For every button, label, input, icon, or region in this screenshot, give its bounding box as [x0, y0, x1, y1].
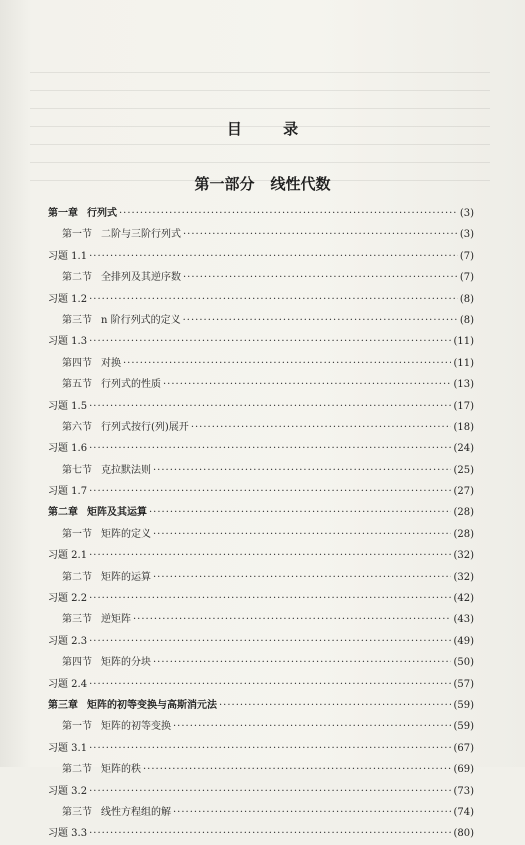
toc-entry-title	[62, 353, 121, 374]
toc-entry-label: 第二节	[62, 272, 92, 284]
toc-entry-label: 第一章	[48, 208, 78, 219]
toc-entry-label: 第五节	[62, 379, 92, 391]
toc-entry-section	[48, 310, 474, 331]
toc-entry-exercise	[48, 631, 474, 652]
toc-entry-label: 习题 2.1	[48, 550, 88, 562]
dot-leader	[153, 567, 451, 588]
toc-entry-page: (42)	[453, 593, 474, 605]
toc-entry-page: (27)	[453, 486, 474, 498]
toc-entry-title	[62, 267, 181, 288]
toc-entry-title	[48, 396, 87, 417]
toc-entry-section	[48, 374, 474, 395]
toc-entry-section	[48, 759, 474, 780]
toc-entry-label: 习题 3.1	[48, 742, 88, 754]
toc-entry-title	[62, 417, 189, 438]
toc-entry-page: (59)	[453, 721, 474, 733]
toc-entry-exercise	[48, 545, 474, 566]
toc-entry-exercise	[48, 396, 474, 417]
dot-leader	[183, 310, 458, 331]
dot-leader	[119, 203, 458, 224]
toc-entry-section	[48, 716, 474, 737]
toc-entry-title	[62, 310, 181, 331]
part-name: 线性代数	[270, 175, 331, 193]
part-heading	[0, 173, 525, 194]
toc-entry-exercise	[48, 781, 474, 802]
toc-entry-name: 行列式的性质	[101, 379, 161, 391]
toc-entry-title	[62, 759, 141, 780]
toc-entry-label: 第四节	[62, 357, 92, 369]
toc-entry-title	[48, 545, 87, 566]
toc-entry-title	[48, 823, 87, 844]
toc-entry-section	[48, 567, 474, 588]
dot-leader	[89, 588, 451, 609]
dot-leader	[89, 396, 451, 417]
toc-entry-name: 矩阵及其运算	[87, 507, 147, 519]
dot-leader	[143, 759, 451, 780]
dot-leader	[89, 289, 458, 310]
toc-entry-page: (50)	[453, 657, 474, 669]
toc-entry-page: (80)	[453, 828, 474, 840]
toc-entry-title	[48, 588, 87, 609]
toc-entry-title	[48, 246, 87, 267]
dot-leader	[89, 781, 451, 802]
toc-entry-exercise	[48, 588, 474, 609]
toc-entry-page: (28)	[453, 528, 474, 540]
toc-entry-label: 习题 1.2	[48, 293, 88, 305]
toc-entry-label: 习题 1.1	[48, 250, 88, 262]
toc-entry-label: 第七节	[62, 464, 92, 476]
toc-entry-section	[48, 609, 474, 630]
toc-entry-label: 习题 1.7	[48, 486, 88, 498]
toc-entry-name: 行列式按行(列)展开	[101, 421, 189, 433]
toc-entry-page: (59)	[453, 699, 474, 711]
toc-entry-label: 习题 3.3	[48, 828, 88, 840]
toc-entry-label: 第三节	[62, 314, 92, 326]
toc-entry-page: (11)	[453, 357, 474, 369]
toc-entry-title	[62, 224, 181, 245]
toc-entry-label: 第二章	[48, 507, 78, 519]
toc-entry-label: 第三节	[62, 806, 92, 818]
toc-entry-title	[48, 695, 217, 716]
toc-entry-exercise	[48, 674, 474, 695]
toc-entry-exercise	[48, 823, 474, 844]
toc-entry-title	[48, 674, 87, 695]
toc-entry-exercise	[48, 438, 474, 459]
toc-entry-page: (32)	[453, 550, 474, 562]
toc-entry-title	[62, 374, 161, 395]
toc-entry-page: (69)	[453, 764, 474, 776]
toc-entry-section	[48, 267, 474, 288]
toc-entry-title	[48, 481, 87, 502]
toc-entry-title	[62, 802, 171, 823]
toc-entry-label: 习题 1.5	[48, 400, 88, 412]
toc-entry-page: (73)	[453, 785, 474, 797]
toc-entry-title	[62, 609, 131, 630]
toc-entry-title	[62, 524, 151, 545]
toc-entry-name: 矩阵的运算	[101, 571, 151, 583]
dot-leader	[89, 823, 451, 844]
toc-entry-page: (67)	[453, 742, 474, 754]
toc-entry-label: 习题 1.6	[48, 443, 88, 455]
toc-entry-title	[48, 738, 87, 759]
dot-leader	[89, 438, 451, 459]
toc-entry-chapter	[48, 695, 474, 716]
toc-entry-section	[48, 652, 474, 673]
toc-entry-name: 全排列及其逆序数	[101, 272, 181, 284]
toc-entry-title	[62, 652, 151, 673]
toc-entry-label: 第三章	[48, 699, 78, 711]
toc-entry-label: 第一节	[62, 721, 92, 733]
toc-entry-exercise	[48, 246, 474, 267]
toc-entry-exercise	[48, 289, 474, 310]
toc-entry-page: (49)	[453, 635, 474, 647]
dot-leader	[183, 224, 458, 245]
toc-entry-label: 习题 2.3	[48, 635, 88, 647]
toc-entry-label: 第二节	[62, 571, 92, 583]
toc-entry-page: (3)	[459, 208, 474, 219]
toc-entry-page: (25)	[453, 464, 474, 476]
toc-entry-title	[62, 460, 151, 481]
dot-leader	[173, 802, 451, 823]
toc-entry-name: 对换	[101, 357, 121, 369]
toc-entry-label: 第六节	[62, 421, 92, 433]
toc-entry-title	[48, 631, 87, 652]
toc-entry-name: 克拉默法则	[101, 464, 151, 476]
dot-leader	[183, 267, 458, 288]
toc-entry-section	[48, 417, 474, 438]
toc-entry-name: 矩阵的秩	[101, 764, 141, 776]
toc-entry-name: 矩阵的定义	[101, 528, 151, 540]
toc-entry-label: 第一节	[62, 229, 92, 241]
toc-entry-page: (18)	[453, 421, 474, 433]
dot-leader	[89, 331, 451, 352]
toc-entry-page: (8)	[459, 314, 474, 326]
toc-entry-label: 习题 3.2	[48, 785, 88, 797]
toc-entry-page: (8)	[459, 293, 474, 305]
toc-entry-label: 习题 2.4	[48, 678, 88, 690]
dot-leader	[153, 460, 451, 481]
toc-entry-page: (7)	[459, 250, 474, 262]
toc-entry-page: (43)	[453, 614, 474, 626]
toc-entry-label: 第三节	[62, 614, 92, 626]
toc-entry-label: 第一节	[62, 528, 92, 540]
toc-entry-page: (13)	[453, 379, 474, 391]
dot-leader	[89, 738, 451, 759]
toc-entry-exercise	[48, 481, 474, 502]
toc-entry-title	[48, 331, 87, 352]
toc-entry-name: 逆矩阵	[101, 614, 131, 626]
toc-entry-name: 矩阵的分块	[101, 657, 151, 669]
toc-entry-title	[62, 716, 171, 737]
toc-entry-title	[48, 203, 117, 224]
toc-entry-title	[48, 502, 147, 523]
toc-entry-chapter	[48, 203, 474, 224]
dot-leader	[89, 481, 451, 502]
toc-entry-section	[48, 224, 474, 245]
toc-entry-label: 第二节	[62, 764, 92, 776]
dot-leader	[173, 716, 451, 737]
table-of-contents	[48, 203, 474, 845]
dot-leader	[89, 674, 451, 695]
toc-entry-name: 矩阵的初等变换	[101, 721, 171, 733]
toc-entry-name: 矩阵的初等变换与高斯消元法	[87, 699, 217, 711]
dot-leader	[219, 695, 451, 716]
toc-entry-exercise	[48, 331, 474, 352]
toc-entry-title	[62, 567, 151, 588]
toc-entry-page: (28)	[453, 507, 474, 519]
toc-entry-name: n 阶行列式的定义	[101, 314, 181, 326]
toc-entry-page: (17)	[453, 400, 474, 412]
toc-entry-exercise	[48, 738, 474, 759]
toc-entry-section	[48, 524, 474, 545]
toc-entry-page: (11)	[453, 336, 474, 348]
dot-leader	[149, 502, 451, 523]
toc-entry-name: 线性方程组的解	[101, 806, 171, 818]
toc-entry-title	[48, 438, 87, 459]
toc-entry-page: (7)	[459, 272, 474, 284]
toc-entry-label: 第四节	[62, 657, 92, 669]
dot-leader	[89, 246, 458, 267]
dot-leader	[89, 545, 451, 566]
toc-entry-page: (57)	[453, 678, 474, 690]
page-title: 目 录	[226, 120, 317, 138]
dot-leader	[89, 631, 451, 652]
toc-entry-name: 行列式	[87, 208, 117, 219]
toc-entry-title	[48, 289, 87, 310]
toc-entry-section	[48, 353, 474, 374]
toc-entry-label: 习题 2.2	[48, 593, 88, 605]
toc-entry-page: (74)	[453, 806, 474, 818]
toc-entry-page: (3)	[459, 229, 474, 241]
dot-leader	[191, 417, 452, 438]
toc-entry-title	[48, 781, 87, 802]
part-label: 第一部分	[194, 175, 255, 193]
toc-entry-page: (24)	[453, 443, 474, 455]
dot-leader	[163, 374, 451, 395]
toc-entry-label: 习题 1.3	[48, 336, 88, 348]
toc-entry-name: 二阶与三阶行列式	[101, 229, 181, 241]
dot-leader	[133, 609, 451, 630]
toc-entry-section	[48, 460, 474, 481]
dot-leader	[153, 524, 451, 545]
toc-entry-page: (32)	[453, 571, 474, 583]
dot-leader	[153, 652, 451, 673]
toc-entry-chapter	[48, 502, 474, 523]
dot-leader	[123, 353, 451, 374]
toc-entry-section	[48, 802, 474, 823]
